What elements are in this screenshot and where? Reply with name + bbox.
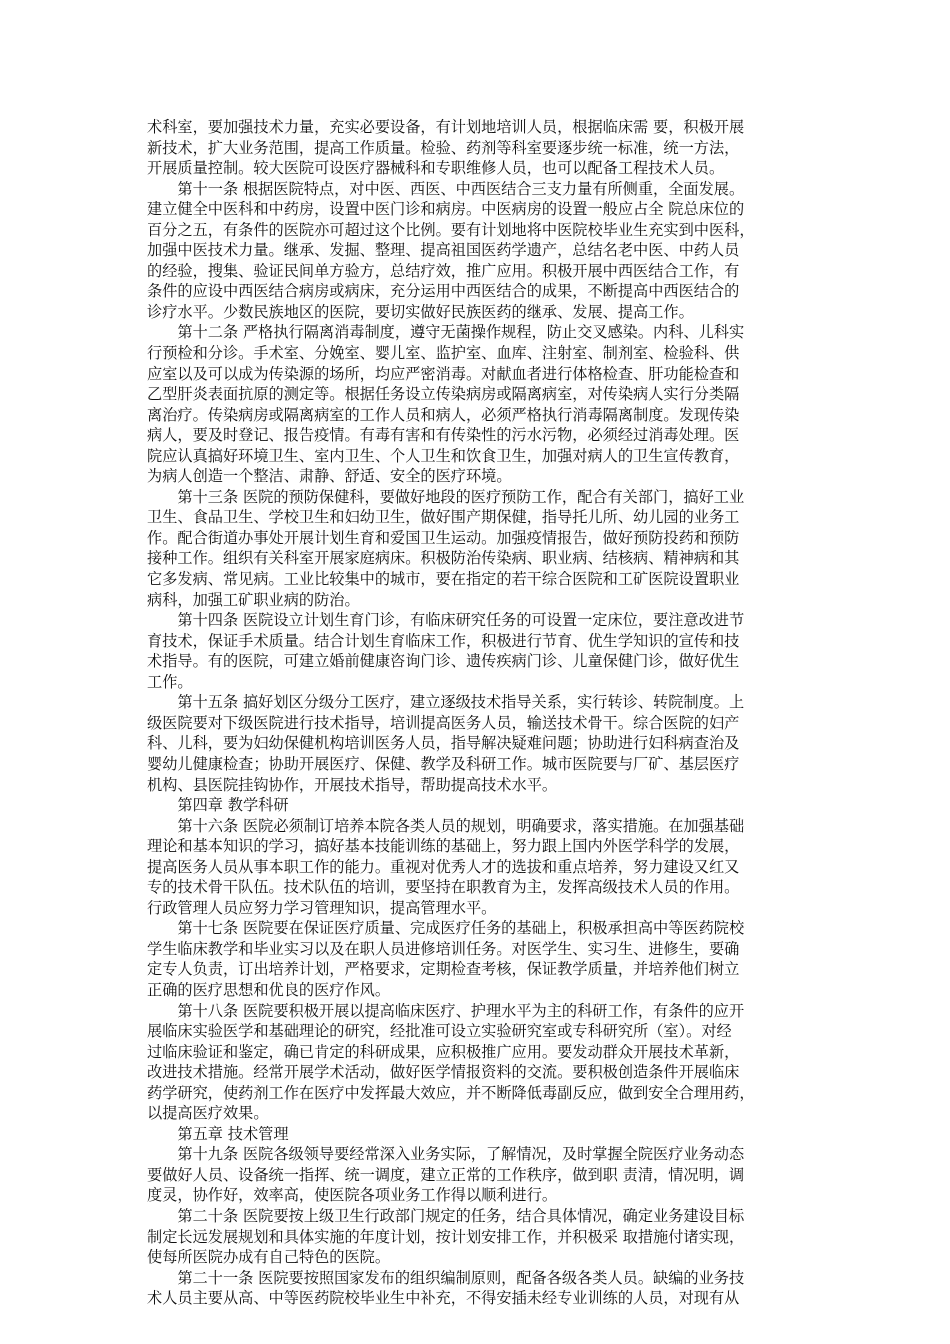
text-line: 专的技术骨干队伍。技术队伍的培训，要坚持在职教育为主，发挥高级技术人员的作用。 [147,878,740,897]
text-line: 要做好人员、设备统一指挥、统一调度，建立正常的工作秩序，做到职 责清，情况明，调 [147,1165,745,1184]
text-line: 度灵，协作好，效率高，使医院各项业务工作得以顺利进行。 [147,1186,558,1205]
text-line: 百分之五，有条件的医院亦可超过这个比例。要有计划地将中医院校毕业生充实到中医科， [147,220,755,239]
text-line: 条件的应设中西医结合病房或病床，充分运用中西医结合的成果，不断提高中西医结合的 [147,282,740,301]
chapter-heading [147,1124,807,1145]
paragraph [147,1001,807,1124]
paragraph [147,692,807,795]
text-line: 第十二条 严格执行隔离消毒制度，遵守无菌操作规程，防止交叉感染。内科、儿科实 [147,323,745,342]
text-line: 它多发病、常见病。工业比较集中的城市，要在指定的若干综合医院和工矿医院设置职业 [147,570,740,589]
text-line: 机构、县医院挂钩协作，开展技术指导，帮助提高技术水平。 [147,775,558,794]
text-line: 新技术，扩大业务范围，提高工作质量。检验、药剂等科室要逐步统一标准，统一方法， [147,138,740,157]
text-line: 过临床验证和鉴定，确已肯定的科研成果，应积极推广应用。要发动群众开展技术革新， [147,1042,740,1061]
chapter-heading [147,795,807,816]
text-line: 第十七条 医院要在保证医疗质量、完成医疗任务的基础上，积极承担高中等医药院校 [147,919,745,938]
text-line: 的经验，搜集、验证民间单方验方，总结疗效，推广应用。积极开展中西医结合工作，有 [147,261,740,280]
paragraph [147,179,807,323]
text-line: 行政管理人员应努力学习管理知识，提高管理水平。 [147,898,497,917]
text-line: 第五章 技术管理 [147,1124,289,1143]
text-line: 诊疗水平。少数民族地区的医院，要切实做好民族医药的继承、发展、提高工作。 [147,302,694,321]
paragraph [147,322,807,486]
text-line: 制定长远发展规划和具体实施的年度计划，按计划安排工作，并积极采 取措施付诸实现， [147,1227,745,1246]
text-line: 展临床实验医学和基础理论的研究，经批准可设立实验研究室或专科研究所（室）。对经 [147,1022,732,1041]
text-line: 育技术，保证手术质量。结合计划生育临床工作，积极进行节育、优生学知识的宣传和技 [147,631,740,650]
text-line: 开展质量控制。较大医院可设医疗器械科和专职维修人员，也可以配备工程技术人员。 [147,159,725,178]
paragraph [147,1268,807,1309]
text-line: 婴幼儿健康检查；协助开展医疗、保健、教学及科研工作。城市医院要与厂矿、基层医疗 [147,754,740,773]
text-line: 提高医务人员从事本职工作的能力。重视对优秀人才的选拔和重点培养，努力建设又红又 [147,857,740,876]
text-line: 第十四条 医院设立计划生育门诊，有临床研究任务的可设置一定床位，要注意改进节 [147,611,745,630]
text-line: 建立健全中医科和中药房，设置中医门诊和病房。中医病房的设置一般应占全 院总床位的 [147,200,745,219]
text-line: 术科室，要加强技术力量，充实必要设备，有计划地培训人员，根据临床需 要，积极开展 [147,118,745,136]
text-line: 病科，加强工矿职业病的防治。 [147,590,360,609]
text-line: 第十八条 医院要积极开展以提高临床医疗、护理水平为主的科研工作，有条件的应开 [147,1001,745,1020]
text-line: 第十三条 医院的预防保健科，要做好地段的医疗预防工作，配合有关部门，搞好工业 [147,487,745,506]
text-line: 乙型肝炎表面抗原的测定等。根据任务设立传染病房或隔离病室，对传染病人实行分类隔 [147,385,740,404]
paragraph [147,1206,807,1268]
paragraph [147,610,807,692]
text-line: 术人员主要从高、中等医药院校毕业生中补充，不得安插未经专业训练的人员，对现有从 [147,1289,740,1308]
text-line: 行预检和分诊。手术室、分娩室、婴儿室、监护室、血库、注射室、制剂室、检验科、供 [147,344,740,363]
text-line: 卫生、食品卫生、学校卫生和妇幼卫生，做好围产期保健，指导托儿所、幼儿园的业务工 [147,508,740,527]
text-line: 以提高医疗效果。 [147,1104,269,1123]
paragraph [147,918,807,1000]
text-line: 第十六条 医院必须制订培养本院各类人员的规划，明确要求，落实措施。在加强基础 [147,816,745,835]
text-line: 第十一条 根据医院特点，对中医、西医、中西医结合三支力量有所侧重，全面发展。 [147,179,745,198]
text-line: 病人，要及时登记、报告疫情。有毒有害和有传染性的污水污物，必须经过消毒处理。医 [147,426,740,445]
text-line: 第十五条 搞好划区分级分工医疗，建立逐级技术指导关系，实行转诊、转院制度。上 [147,693,745,712]
paragraph [147,1144,807,1206]
text-line: 接种工作。组织有关科室开展家庭病床。积极防治传染病、职业病、结核病、精神病和其 [147,549,740,568]
text-line: 应室以及可以成为传染源的场所，均应严密消毒。对献血者进行体格检查、肝功能检查和 [147,364,740,383]
text-line: 院应认真搞好环境卫生、室内卫生、个人卫生和饮食卫生，加强对病人的卫生宣传教育， [147,446,740,465]
text-line: 术指导。有的医院，可建立婚前健康咨询门诊、遗传疾病门诊、儿童保健门诊，做好优生 [147,652,740,671]
paragraph [147,487,807,610]
text-line: 第二十一条 医院要按照国家发布的组织编制原则，配备各级各类人员。缺编的业务技 [147,1268,745,1287]
text-line: 改进技术措施。经常开展学术活动，做好医学情报资料的交流。要积极创造条件开展临床 [147,1063,740,1082]
text-line: 药学研究，使药剂工作在医疗中发挥最大效应，并不断降低毒副反应，做到安全合理用药， [147,1083,755,1102]
text-line: 第二十条 医院要按上级卫生行政部门规定的任务，结合具体情况，确定业务建设目标 [147,1206,745,1225]
text-line: 作。配合街道办事处开展计划生育和爱国卫生运动。加强疫情报告，做好预防投药和预防 [147,528,740,547]
text-line: 第四章 教学科研 [147,796,289,815]
text-line: 理论和基本知识的学习，搞好基本技能训练的基础上，努力跟上国内外医学科学的发展， [147,837,740,856]
text-line: 离治疗。传染病房或隔离病室的工作人员和病人，必须严格执行消毒隔离制度。发现传染 [147,405,740,424]
text-line: 定专人负责，订出培养计划，严格要求，定期检查考核，保证教学质量，并培养他们树立 [147,960,740,979]
text-line: 工作。 [147,672,193,691]
paragraph [147,816,807,919]
document-page [147,117,807,1309]
text-line: 使每所医院办成有自己特色的医院。 [147,1248,390,1267]
paragraph [147,117,807,179]
text-line: 第十九条 医院各级领导要经常深入业务实际，了解情况，及时掌握全院医疗业务动态 [147,1145,745,1164]
text-line: 加强中医技术力量。继承、发掘、整理、提高祖国医药学遗产，总结名老中医、中药人员 [147,241,740,260]
text-line: 级医院要对下级医院进行技术指导，培训提高医务人员，输送技术骨干。综合医院的妇产 [147,713,740,732]
text-line: 正确的医疗思想和优良的医疗作风。 [147,980,390,999]
text-line: 为病人创造一个整洁、肃静、舒适、安全的医疗环境。 [147,467,512,486]
text-line: 科、儿科，要为妇幼保健机构培训医务人员，指导解决疑难问题；协助进行妇科病查治及 [147,734,740,753]
text-line: 学生临床教学和毕业实习以及在职人员进修培训任务。对医学生、实习生、进修生，要确 [147,939,740,958]
